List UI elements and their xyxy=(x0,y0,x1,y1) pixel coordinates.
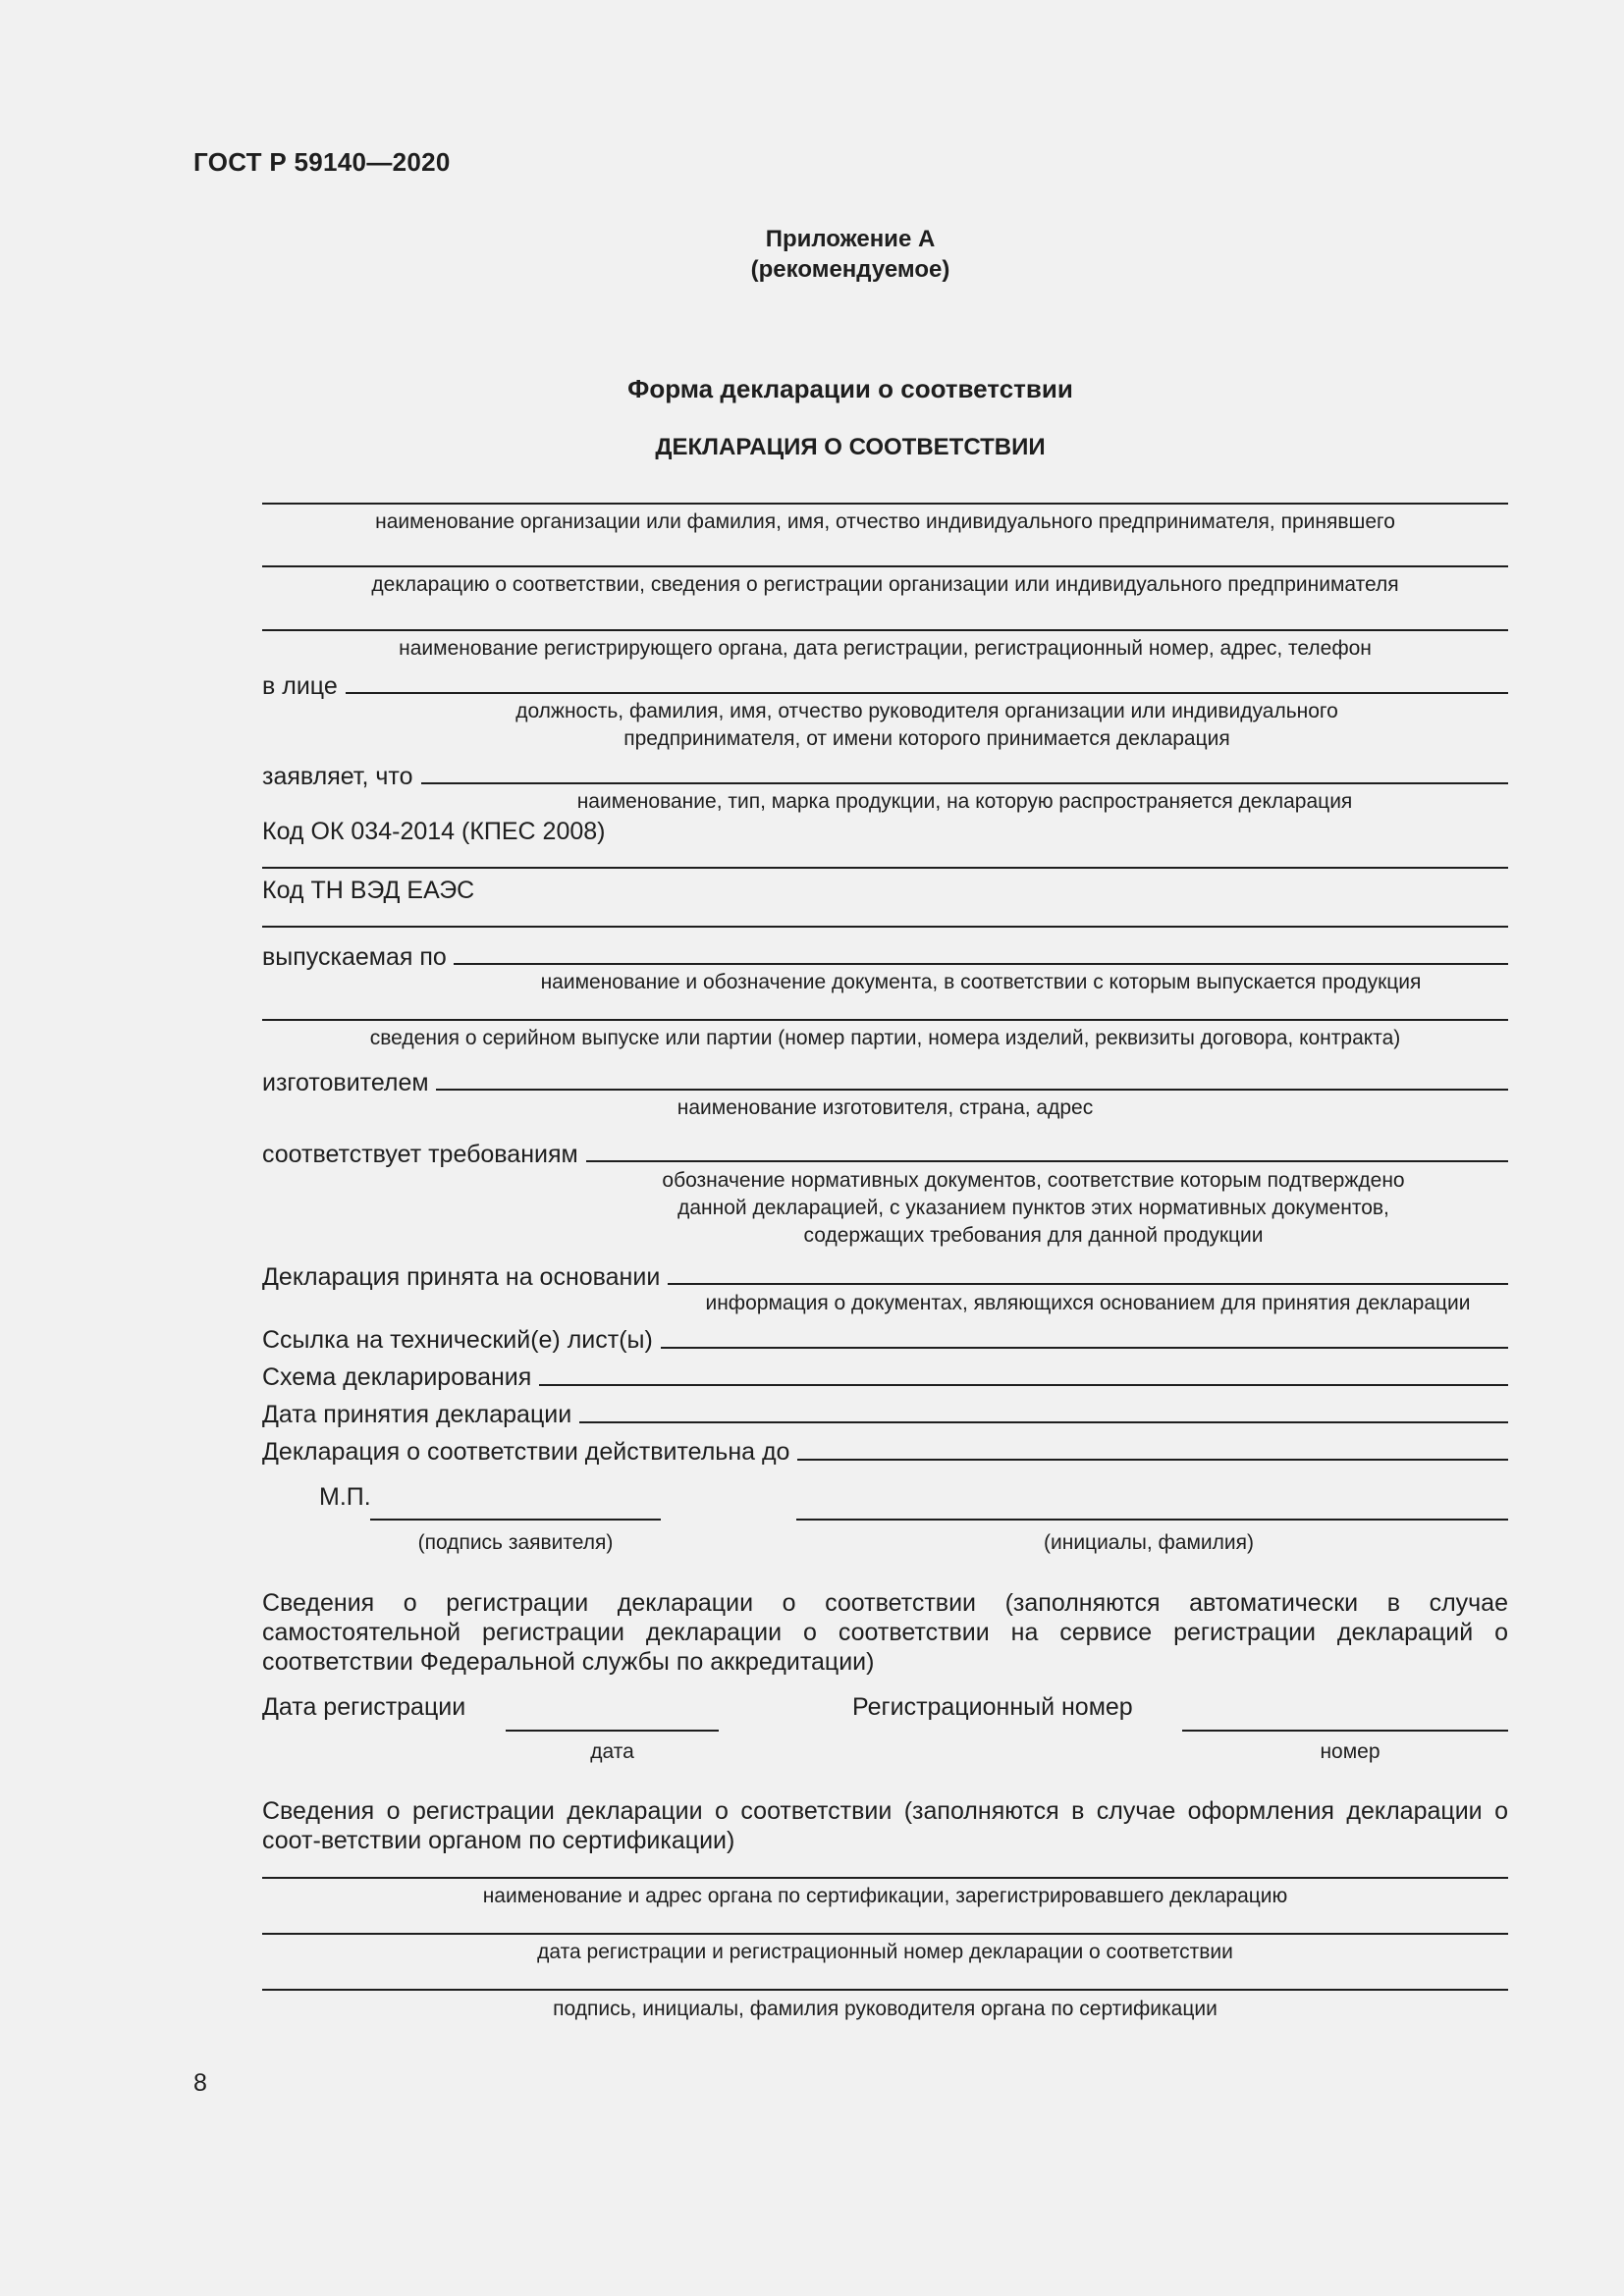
head-hint-2: предпринимателя, от имени которого принимается декларация xyxy=(623,727,1230,750)
signature-line[interactable] xyxy=(370,1519,661,1521)
basis-line[interactable] xyxy=(668,1283,1508,1285)
appendix-title: Приложение А xyxy=(765,226,936,252)
manufacturer-label: изготовителем xyxy=(262,1069,429,1096)
document-hint: наименование и обозначение документа, в соответствии с которым выпускается продукция xyxy=(540,971,1422,993)
number-hint: номер xyxy=(1320,1740,1380,1763)
norms-hint-1: обозначение нормативных документов, соответствие которым подтверждено xyxy=(662,1169,1405,1192)
declares-label: заявляет, что xyxy=(262,763,413,790)
in-person-line[interactable] xyxy=(346,692,1508,694)
accept-date-line[interactable] xyxy=(579,1421,1508,1423)
head-hint-1: должность, фамилия, имя, отчество руководителя организации или индивидуального xyxy=(515,700,1338,722)
reg-number-label: Регистрационный номер xyxy=(852,1693,1133,1721)
manufacturer-hint: наименование изготовителя, страна, адрес xyxy=(677,1096,1094,1119)
appendix-subtitle: (рекомендуемое) xyxy=(750,256,950,283)
reg-date-line[interactable] xyxy=(506,1730,719,1732)
in-person-label: в лице xyxy=(262,672,338,700)
cert-sign-hint: подпись, инициалы, фамилия руководителя органа по сертификации xyxy=(553,1998,1218,2020)
reg-body-hint: наименование регистрирующего органа, дата регистрации, регистрационный номер, адрес, телефон xyxy=(399,637,1372,660)
date-hint: дата xyxy=(590,1740,634,1763)
produced-by-label: выпускаемая по xyxy=(262,943,447,971)
scheme-label: Схема декларирования xyxy=(262,1363,532,1391)
norms-line[interactable] xyxy=(586,1160,1508,1162)
page-number: 8 xyxy=(193,2069,207,2097)
cert-date-line[interactable] xyxy=(262,1933,1508,1935)
norms-hint-2: данной декларацией, с указанием пунктов этих нормативных документов, xyxy=(677,1197,1389,1219)
serial-hint: сведения о серийном выпуске или партии (номер партии, номера изделий, реквизиты договора, контракта) xyxy=(369,1027,1401,1049)
scheme-line[interactable] xyxy=(539,1384,1508,1386)
form-title: Форма декларации о соответствии xyxy=(627,374,1073,403)
auto-reg-paragraph: Сведения о регистрации декларации о соответствии (заполняются автоматически в случае самостоятельной регистрации декларации о соответствии на сервисе регистрации деклараций о соответствии Федеральной службы по аккредитации) xyxy=(262,1589,1508,1676)
cert-date-hint: дата регистрации и регистрационный номер декларации о соответствии xyxy=(537,1941,1233,1963)
manufacturer-line[interactable] xyxy=(436,1089,1508,1091)
okpd-label: Код ОК 034-2014 (КПЕС 2008) xyxy=(262,818,606,845)
cert-reg-paragraph: Сведения о регистрации декларации о соответствии (заполняются в случае оформления декларации о соот-ветствии органом по сертификации) xyxy=(262,1797,1508,1854)
tnved-label: Код ТН ВЭД ЕАЭС xyxy=(262,877,475,904)
document-line[interactable] xyxy=(454,963,1508,965)
cert-body-line[interactable] xyxy=(262,1877,1508,1879)
basis-hint: информация о документах, являющихся основанием для принятия декларации xyxy=(705,1292,1471,1314)
valid-until-label: Декларация о соответствии действительна до xyxy=(262,1438,790,1466)
initials-hint: (инициалы, фамилия) xyxy=(1044,1531,1254,1554)
org-name-line[interactable] xyxy=(262,503,1508,505)
reg-number-line[interactable] xyxy=(1182,1730,1508,1732)
declaration-title: ДЕКЛАРАЦИЯ О СООТВЕТСТВИИ xyxy=(655,434,1046,460)
decl-info-line[interactable] xyxy=(262,565,1508,567)
org-name-hint: наименование организации или фамилия, имя, отчество индивидуального предпринимателя, принявшего xyxy=(375,510,1395,533)
reg-date-label: Дата регистрации xyxy=(262,1693,466,1721)
okpd-line[interactable] xyxy=(262,867,1508,869)
signature-hint: (подпись заявителя) xyxy=(417,1531,614,1554)
tech-sheet-line[interactable] xyxy=(661,1347,1508,1349)
stamp-label: М.П. xyxy=(319,1483,371,1511)
decl-info-hint: декларацию о соответствии, сведения о регистрации организации или индивидуального предпринимателя xyxy=(371,573,1399,596)
reg-body-line[interactable] xyxy=(262,629,1508,631)
accepted-basis-label: Декларация принята на основании xyxy=(262,1263,661,1291)
conforms-label: соответствует требованиям xyxy=(262,1141,578,1168)
valid-until-line[interactable] xyxy=(797,1459,1508,1461)
standard-designation: ГОСТ Р 59140—2020 xyxy=(193,147,451,177)
initials-line[interactable] xyxy=(796,1519,1508,1521)
product-hint: наименование, тип, марка продукции, на которую распространяется декларация xyxy=(576,790,1353,813)
cert-sign-line[interactable] xyxy=(262,1989,1508,1991)
serial-line[interactable] xyxy=(262,1019,1508,1021)
tnved-line[interactable] xyxy=(262,926,1508,928)
product-line[interactable] xyxy=(421,782,1508,784)
cert-body-hint: наименование и адрес органа по сертификации, зарегистрировавшего декларацию xyxy=(482,1885,1288,1907)
norms-hint-3: содержащих требования для данной продукции xyxy=(803,1224,1264,1247)
tech-sheet-label: Ссылка на технический(е) лист(ы) xyxy=(262,1326,653,1354)
accept-date-label: Дата принятия декларации xyxy=(262,1401,572,1428)
